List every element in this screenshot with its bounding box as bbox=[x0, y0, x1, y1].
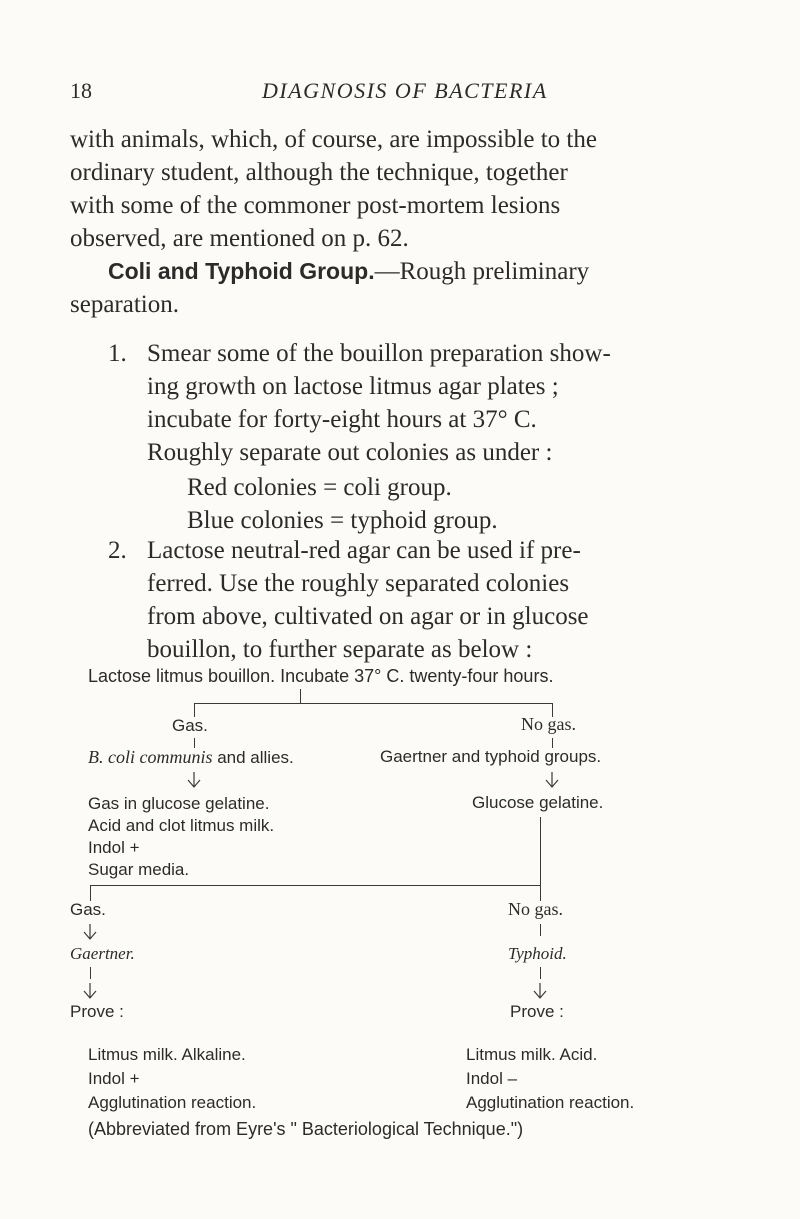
intro-line: observed, are mentioned on p. 62. bbox=[70, 225, 409, 252]
arrow-down-icon bbox=[187, 772, 201, 788]
sub-right-organism: Typhoid. bbox=[508, 944, 567, 963]
tree-left-drop bbox=[194, 703, 195, 717]
sub-left-result: Indol + bbox=[88, 1069, 140, 1088]
section-heading bbox=[108, 255, 589, 288]
tree-stem bbox=[300, 689, 301, 703]
arrow-down-icon bbox=[83, 983, 97, 999]
sub-right-prove: Prove : bbox=[510, 1002, 564, 1021]
intro-line: with some of the commoner post-mortem lesions bbox=[70, 192, 561, 219]
section-heading-line2: separation. bbox=[70, 291, 179, 318]
running-title: DIAGNOSIS OF BACTERIA bbox=[262, 78, 548, 103]
intro-paragraph bbox=[70, 123, 597, 255]
right-no-gas-label: No gas. bbox=[521, 714, 576, 734]
left-reactions bbox=[88, 793, 274, 881]
sub-branch bbox=[90, 885, 541, 886]
right-test-stem bbox=[540, 817, 541, 885]
left-organism bbox=[88, 747, 294, 768]
sub-left-gas-label: Gas. bbox=[70, 900, 106, 919]
sub-left-organism: Gaertner. bbox=[70, 944, 135, 963]
footnote: (Abbreviated from Eyre's " Bacteriological Technique.") bbox=[88, 1119, 524, 1139]
step1-line: incubate for forty-eight hours at 37° C. bbox=[147, 406, 537, 433]
intro-line: ordinary student, although the technique, together bbox=[70, 159, 568, 186]
arrow-down-icon bbox=[533, 983, 547, 999]
sub-right-result: Litmus milk. Acid. bbox=[466, 1045, 598, 1064]
step2-line: bouillon, to further separate as below : bbox=[147, 636, 533, 663]
sub-left-result: Agglutination reaction. bbox=[88, 1093, 257, 1112]
sub-left-prove: Prove : bbox=[70, 1002, 124, 1021]
right-test: Glucose gelatine. bbox=[472, 793, 604, 812]
sub-left-result: Litmus milk. Alkaline. bbox=[88, 1045, 246, 1064]
step1-result-blue: Blue colonies = typhoid group. bbox=[187, 507, 498, 534]
sub-right-no-gas-label: No gas. bbox=[508, 899, 563, 919]
step1-line: Roughly separate out colonies as under : bbox=[147, 439, 553, 466]
step1-number: 1. bbox=[108, 340, 127, 367]
left-reaction: Gas in glucose gelatine. bbox=[88, 794, 270, 813]
left-gas-label: Gas. bbox=[172, 716, 208, 735]
step2-line: ferred. Use the roughly separated colonies bbox=[147, 570, 570, 597]
left-reaction: Sugar media. bbox=[88, 860, 190, 879]
step1-line: ing growth on lactose litmus agar plates ; bbox=[147, 373, 559, 400]
left-organism-rest: and allies. bbox=[212, 748, 294, 767]
sub-right-result: Agglutination reaction. bbox=[466, 1093, 635, 1112]
step1-line: Smear some of the bouillon preparation show- bbox=[147, 340, 611, 367]
tree-branch bbox=[194, 703, 553, 704]
left-reaction: Indol + bbox=[88, 838, 140, 857]
sub-left-connector2 bbox=[90, 967, 91, 979]
step2-line: from above, cultivated on agar or in glucose bbox=[147, 603, 589, 630]
sub-left-drop bbox=[90, 885, 91, 901]
step1-result-red: Red colonies = coli group. bbox=[187, 474, 452, 501]
sub-left-results bbox=[88, 1043, 256, 1115]
left-organism-italic: B. coli communis bbox=[88, 747, 213, 767]
diagram-top: Lactose litmus bouillon. Incubate 37° C. twenty-four hours. bbox=[88, 666, 554, 686]
step1-text bbox=[147, 337, 611, 469]
sub-right-result: Indol – bbox=[466, 1069, 518, 1088]
right-organism: Gaertner and typhoid groups. bbox=[380, 747, 602, 766]
step2-text bbox=[147, 534, 589, 666]
sub-right-connector2 bbox=[540, 967, 541, 979]
sub-right-connector bbox=[540, 924, 541, 936]
intro-line: with animals, which, of course, are impossible to the bbox=[70, 126, 597, 153]
step2-number: 2. bbox=[108, 537, 127, 564]
step2-line: Lactose neutral-red agar can be used if pre- bbox=[147, 537, 581, 564]
arrow-down-icon bbox=[545, 772, 559, 788]
step1-results bbox=[187, 471, 498, 537]
sub-right-results bbox=[466, 1043, 634, 1115]
section-heading-bold: Coli and Typhoid Group. bbox=[108, 258, 375, 284]
left-reaction: Acid and clot litmus milk. bbox=[88, 816, 275, 835]
arrow-down-icon bbox=[83, 924, 97, 940]
section-heading-rest: —Rough preliminary bbox=[374, 258, 590, 285]
page-number: 18 bbox=[70, 78, 92, 103]
